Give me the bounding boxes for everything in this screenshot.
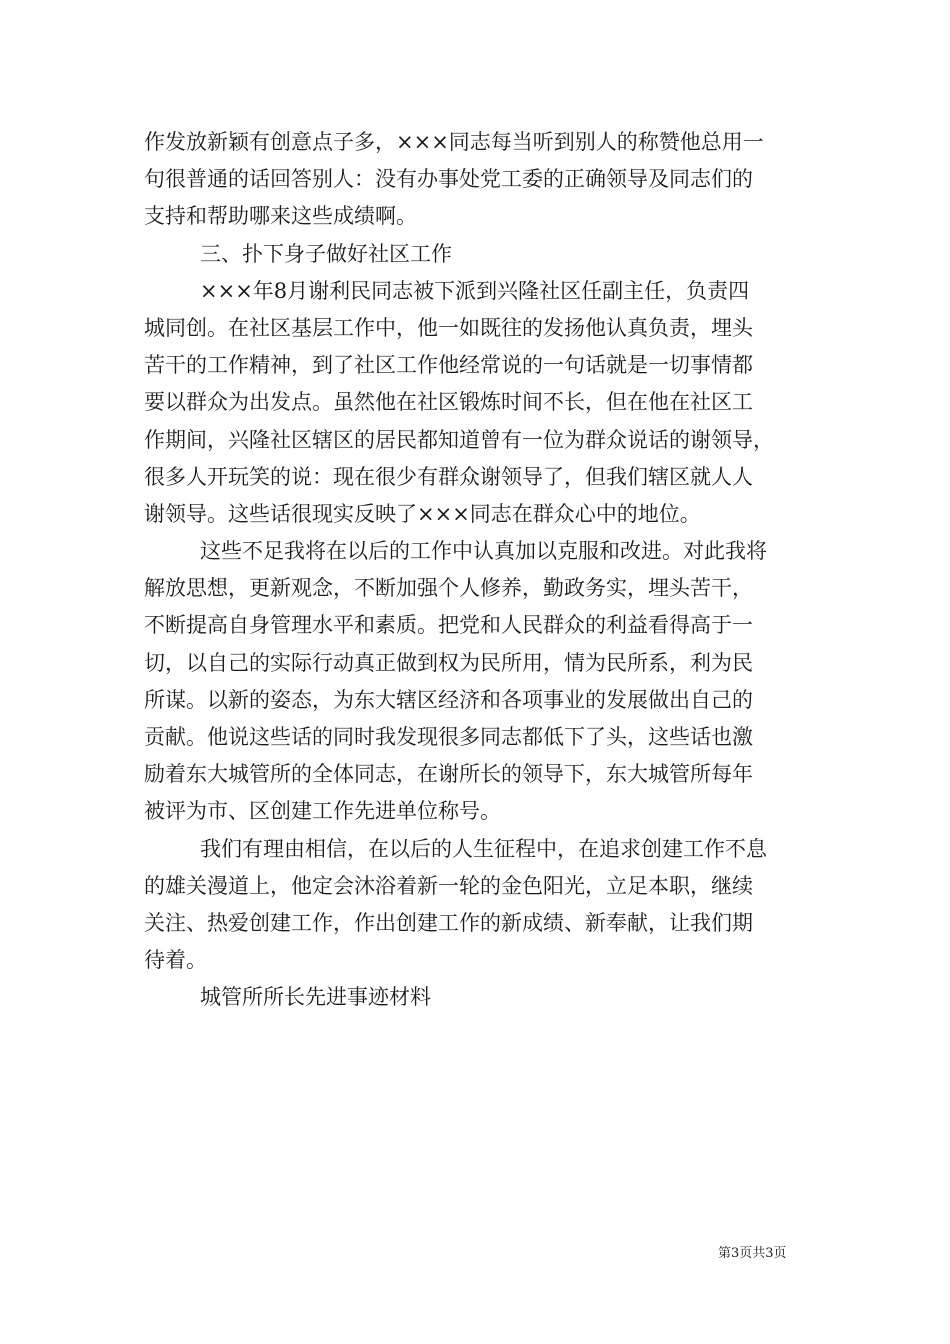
text-line: 作期间，兴隆社区辖区的居民都知道曾有一位为群众说话的谢领导， — [144, 427, 774, 452]
text-line: 励着东大城管所的全体同志，在谢所长的领导下，东大城管所每年 — [144, 762, 753, 787]
text-line: 我们有理由相信，在以后的人生征程中，在追求创建工作不息 — [200, 836, 767, 861]
text-line: 支持和帮助哪来这些成绩啊。 — [144, 204, 417, 229]
text-line: 不断提高自身管理水平和素质。把党和人民群众的利益看得高于一 — [144, 613, 753, 638]
text-line: 句很普通的话回答别人：没有办事处党工委的正确领导及同志们的 — [144, 167, 753, 192]
text-line: 谢领导。这些话很现实反映了×××同志在群众心中的地位。 — [144, 501, 701, 526]
text-line: 待着。 — [144, 948, 207, 973]
section-heading: 三、扑下身子做好社区工作 — [200, 241, 452, 266]
text-line: 作发放新颖有创意点子多，×××同志每当听到别人的称赞他总用一 — [144, 130, 764, 154]
text-line: 贡献。他说这些话的同时我发现很多同志都低下了头，这些话也激 — [144, 725, 753, 749]
text-line: ×××年8月谢利民同志被下派到兴隆社区任副主任，负责四 — [200, 278, 750, 303]
text-line: 被评为市、区创建工作先进单位称号。 — [144, 799, 501, 824]
page-number: 第3页共3页 — [718, 1246, 787, 1261]
text-line: 这些不足我将在以后的工作中认真加以克服和改进。对此我将 — [200, 539, 767, 564]
text-line: 城同创。在社区基层工作中，他一如既往的发扬他认真负责，埋头 — [144, 315, 753, 340]
text-line: 的雄关漫道上，他定会沐浴着新一轮的金色阳光，立足本职，继续 — [144, 873, 753, 898]
text-line: 很多人开玩笑的说：现在很少有群众谢领导了，但我们辖区就人人 — [144, 464, 753, 489]
text-line: 切，以自己的实际行动真正做到权为民所用，情为民所系，利为民 — [144, 650, 753, 675]
document-title-line: 城管所所长先进事迹材料 — [200, 985, 431, 1010]
text-line: 要以群众为出发点。虽然他在社区锻炼时间不长，但在他在社区工 — [144, 390, 753, 415]
text-line: 解放思想，更新观念，不断加强个人修养，勤政务实，埋头苦干， — [144, 576, 753, 601]
text-line: 苦干的工作精神，到了社区工作他经常说的一句话就是一切事情都 — [144, 353, 753, 378]
text-line: 关注、热爱创建工作，作出创建工作的新成绩、新奉献，让我们期 — [144, 910, 753, 935]
text-line: 所谋。以新的姿态，为东大辖区经济和各项事业的发展做出自己的 — [144, 687, 753, 712]
document-body — [144, 124, 812, 1017]
